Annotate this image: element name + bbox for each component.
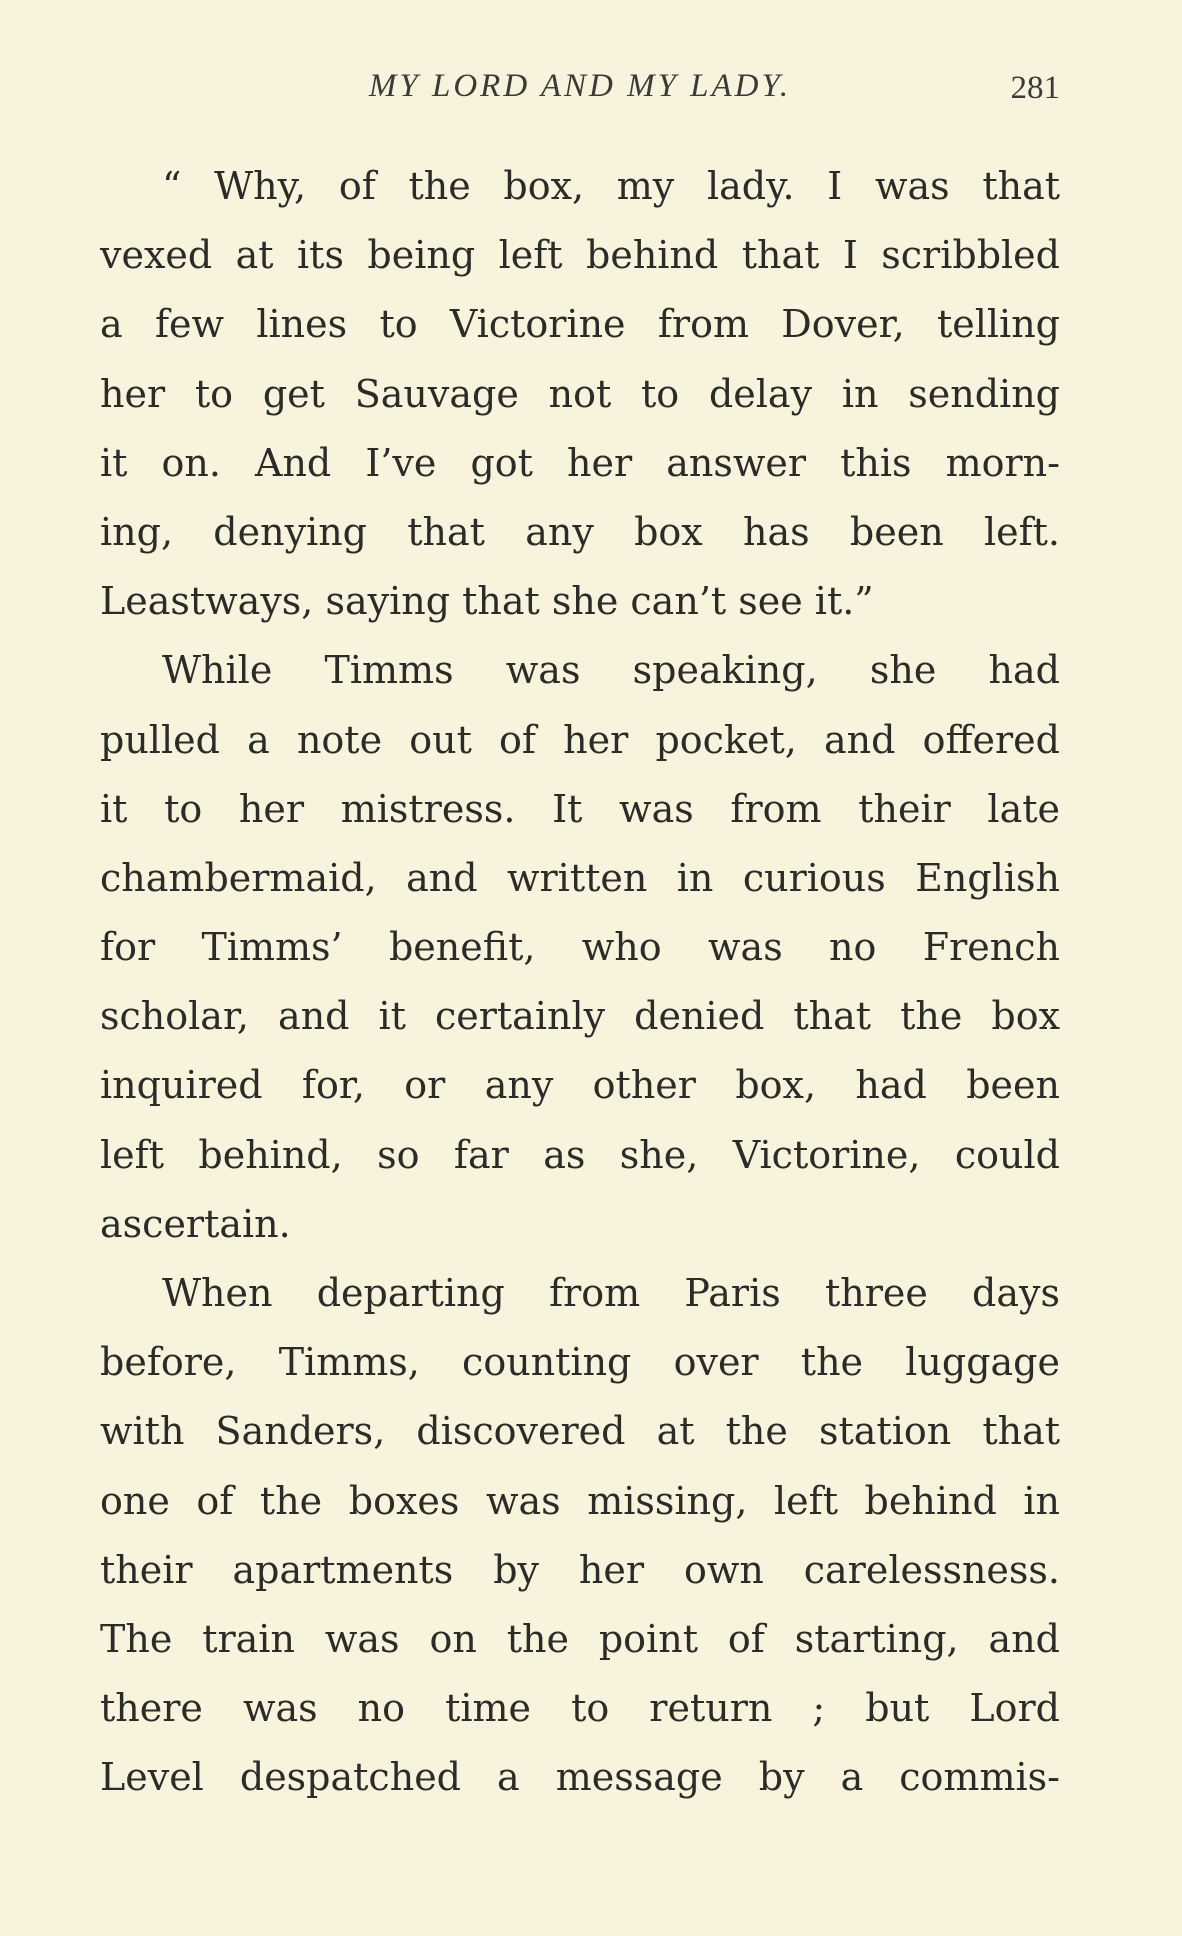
running-title: MY LORD AND MY LADY. (368, 68, 792, 104)
text-line: pulled a note out of her pocket, and offered (100, 717, 1060, 762)
text-line: ing, denying that any box has been left. (100, 509, 1060, 554)
text-line: left behind, so far as she, Victorine, could (100, 1132, 1060, 1177)
text-line: Leastways, saying that she can’t see it.” (100, 579, 874, 624)
text-line: The train was on the point of starting, and (100, 1616, 1060, 1661)
text-line: it on. And I’ve got her answer this morn- (100, 440, 1060, 485)
text-line: vexed at its being left behind that I scribbled (100, 233, 1060, 278)
text-line: her to get Sauvage not to delay in sending (100, 371, 1060, 416)
text-line: ascertain. (100, 1201, 291, 1246)
text-line: for Timms’ benefit, who was no French (100, 925, 1060, 970)
text-line: inquired for, or any other box, had been (100, 1063, 1060, 1108)
text-line: before, Timms, counting over the luggage (100, 1340, 1060, 1385)
text-line: scholar, and it certainly denied that the box (100, 994, 1060, 1039)
text-line: one of the boxes was missing, left behind in (100, 1478, 1060, 1523)
page-number: 281 (1010, 70, 1060, 106)
text-line: When departing from Paris three days (162, 1271, 1060, 1315)
body-text (100, 152, 1060, 1813)
text-line: chambermaid, and written in curious English (100, 855, 1060, 900)
text-line: their apartments by her own carelessness. (100, 1547, 1060, 1592)
text-line: it to her mistress. It was from their late (100, 786, 1060, 831)
page-header (100, 68, 1060, 118)
text-line: with Sanders, discovered at the station that (100, 1409, 1060, 1454)
text-line: a few lines to Victorine from Dover, telling (100, 302, 1060, 347)
text-line: While Timms was speaking, she had (162, 648, 1060, 693)
text-line: there was no time to return ; but Lord (100, 1686, 1060, 1731)
text-line: “ Why, of the box, my lady. I was that (162, 164, 1060, 208)
text-line: Level despatched a message by a commis- (100, 1755, 1060, 1800)
